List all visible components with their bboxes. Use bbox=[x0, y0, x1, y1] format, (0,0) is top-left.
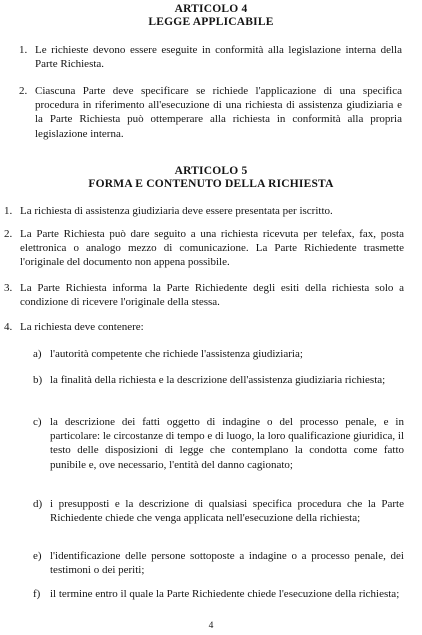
article-5-item-2-number: 2. bbox=[4, 228, 13, 240]
subitem-f-letter: f) bbox=[33, 588, 41, 600]
subitem-f-text: il termine entro il quale la Parte Richiedente chiede l'esecuzione della richiesta; bbox=[50, 588, 400, 600]
article-5-item-1-number: 1. bbox=[4, 205, 13, 217]
article-5-item-3-number: 3. bbox=[4, 282, 13, 294]
subitem-d-letter: d) bbox=[33, 498, 43, 510]
article-4-item-1-number: 1. bbox=[19, 44, 28, 56]
page-number: 4 bbox=[208, 621, 214, 631]
subitem-c-text: la descrizione dei fatti oggetto di indagine o del processo penale, e in particolare: le circostanze di tempo e di luogo, la loro qualificazione giuridica, il testo delle disposizioni di legge che contemplano la condotta come fatto punibile e, ove necessario, l'entità del danno cagionato; bbox=[50, 416, 404, 471]
subitem-e-text: l'identificazione delle persone sottoposte a indagine o a processo penale, dei testimoni o dei periti; bbox=[50, 550, 404, 577]
subitem-a-text: l'autorità competente che richiede l'assistenza giudiziaria; bbox=[50, 348, 303, 360]
article-4-item-1-text: Le richieste devono essere eseguite in conformità alla legislazione interna della Parte Richiesta. bbox=[35, 44, 402, 71]
article-5-item-4-text: La richiesta deve contenere: bbox=[20, 321, 144, 333]
article-5-title: ARTICOLO 5 bbox=[174, 165, 248, 177]
subitem-c-letter: c) bbox=[33, 416, 42, 428]
article-5-item-3-text: La Parte Richiesta informa la Parte Richiedente degli esiti della richiesta solo a condizione di ricevere l'originale della stessa. bbox=[20, 282, 404, 309]
article-5-item-1-text: La richiesta di assistenza giudiziaria deve essere presentata per iscritto. bbox=[20, 205, 333, 217]
article-4-item-2-number: 2. bbox=[19, 85, 28, 97]
subitem-e-letter: e) bbox=[33, 550, 42, 562]
subitem-b-letter: b) bbox=[33, 374, 43, 386]
article-4-subtitle: LEGGE APPLICABILE bbox=[148, 16, 274, 28]
article-5-item-2-text: La Parte Richiesta può dare seguito a una richiesta ricevuta per telefax, fax, posta elettronica o analogo mezzo di comunicazione. La Parte Richiedente trasmette l'originale del documento non appena possibile. bbox=[20, 228, 404, 269]
article-5-item-4-number: 4. bbox=[4, 321, 13, 333]
article-4-title: ARTICOLO 4 bbox=[174, 3, 248, 15]
subitem-a-letter: a) bbox=[33, 348, 42, 360]
subitem-d-text: i presupposti e la descrizione di qualsiasi specifica procedura che la Parte Richiedente chiede che venga applicata nell'esecuzione della richiesta; bbox=[50, 498, 404, 525]
article-5-subtitle: FORMA E CONTENUTO DELLA RICHIESTA bbox=[88, 178, 334, 190]
article-4-item-2-text: Ciascuna Parte deve specificare se richiede l'applicazione di una specifica procedura in riferimento all'esecuzione di una richiesta di assistenza giudiziaria e la Parte Richiesta può ottemperare alla richiesta in conformità alla propria legislazione interna. bbox=[35, 85, 402, 140]
subitem-b-text: la finalità della richiesta e la descrizione dell'assistenza giudiziaria richiesta; bbox=[50, 374, 386, 386]
